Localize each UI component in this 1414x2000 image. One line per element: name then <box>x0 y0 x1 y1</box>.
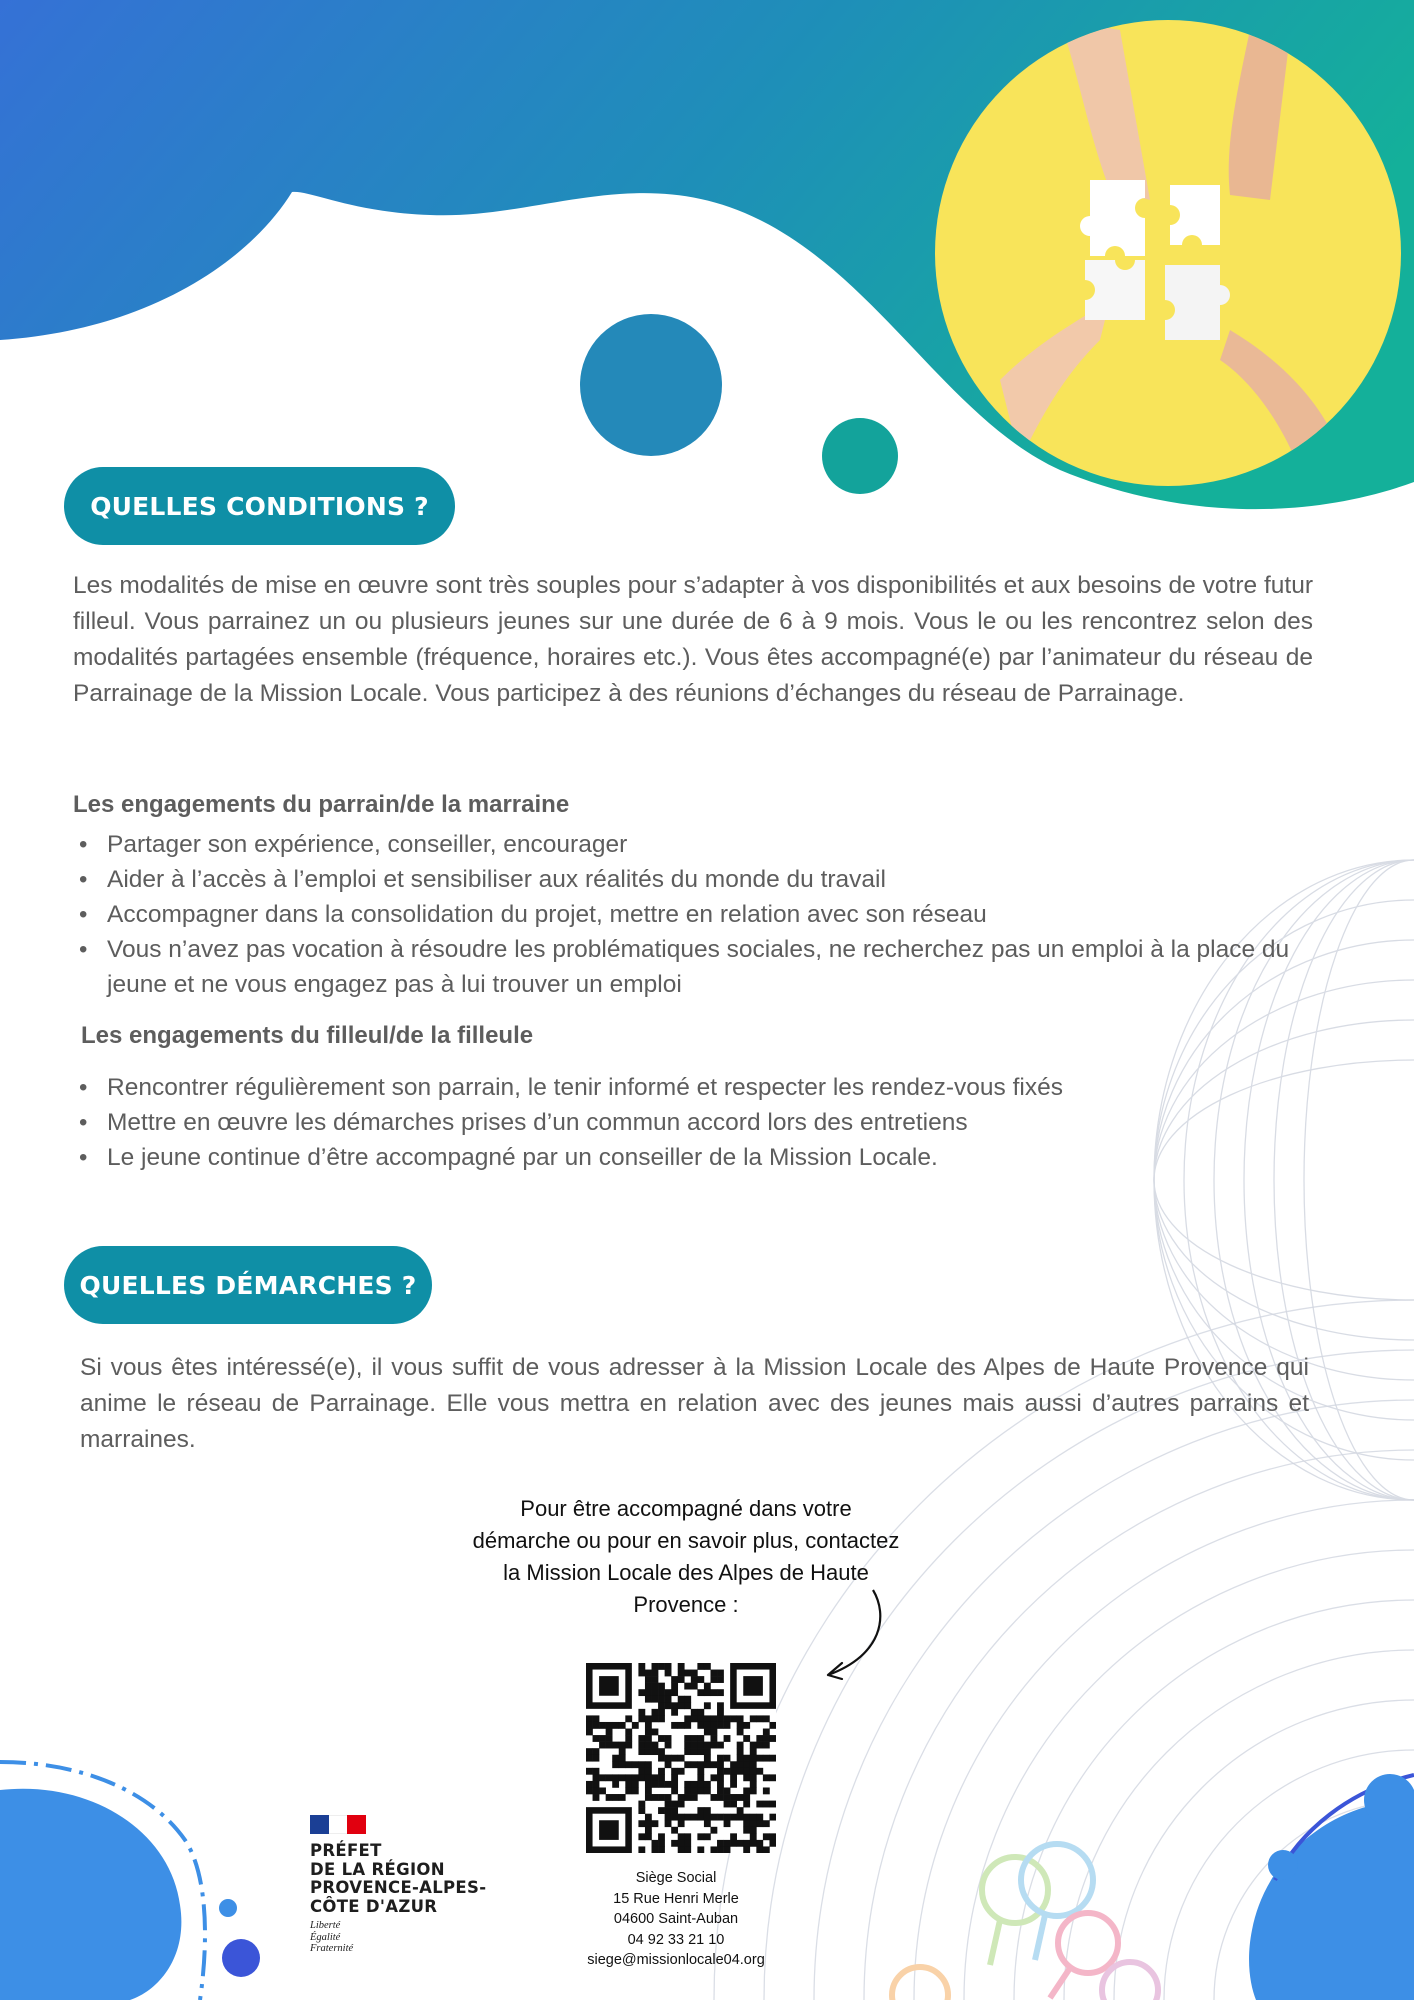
prefet-logo-motto: Liberté Égalité Fraternité <box>310 1920 354 1954</box>
parrain-engagements-title: Les engagements du parrain/de la marraine <box>73 791 570 818</box>
phone-number[interactable]: 04 92 33 21 10 <box>627 1931 725 1948</box>
parrain-engagements-list <box>73 827 1313 1002</box>
bottom-left-decoration <box>0 1762 260 2000</box>
address-line-2: 04600 Saint-Auban <box>613 1911 739 1927</box>
list-item: • Aider à l’accès à l’emploi et sensibiliser aux réalités du monde du travail <box>79 866 886 893</box>
filleul-engagements-title: Les engagements du filleul/de la filleule <box>81 1022 534 1049</box>
pastel-rings <box>982 1844 1093 1923</box>
pastel-rings-3 <box>892 1913 1158 2000</box>
list-item-text: Aider à l’accès à l’emploi et sensibiliser aux réalités du monde du travail <box>107 866 886 893</box>
bottom-right-decoration <box>1249 1774 1414 2000</box>
list-item: • Accompagner dans la consolidation du projet, mettre en relation avec son réseau <box>79 901 987 928</box>
list-item: • Partager son expérience, conseiller, encourager <box>79 831 628 858</box>
address-line-1: 15 Rue Henri Merle <box>613 1890 739 1907</box>
demarches-paragraph: Si vous êtes intéressé(e), il vous suffit de vous adresser à la Mission Locale des Alpes de Haute Provence qui anime le réseau de Parrainage. Elle vous mettra en relation avec des jeunes mais aussi d’autres parrains et marraines. <box>80 1354 1309 1453</box>
list-item-text: Accompagner dans la consolidation du projet, mettre en relation avec son réseau <box>107 901 987 928</box>
list-item-text: Partager son expérience, conseiller, encourager <box>107 831 628 858</box>
siege-title: Siège Social <box>635 1870 717 1886</box>
marianne-flag-icon <box>310 1815 366 1834</box>
section-title-demarches: QUELLES DÉMARCHES ? <box>64 1246 432 1324</box>
list-item: • Mettre en œuvre les démarches prises d’un commun accord lors des entretiens <box>79 1109 968 1136</box>
list-item-text: Vous n’avez pas vocation à résoudre les problématiques sociales, ne recherchez pas un emploi à la place du jeune et ne vous engagez pas à lui trouver un emploi <box>107 936 1290 998</box>
list-item: • Le jeune continue d’être accompagné par un conseiller de la Mission Locale. <box>79 1144 938 1171</box>
list-item-text: Le jeune continue d’être accompagné par un conseiller de la Mission Locale. <box>107 1144 938 1171</box>
prefet-region-logo <box>310 1815 510 1955</box>
header-circle-large <box>580 314 722 456</box>
qr-code-icon[interactable] <box>586 1663 776 1853</box>
curved-arrow-icon <box>818 1585 898 1680</box>
list-item-text: Rencontrer régulièrement son parrain, le tenir informé et respecter les rendez-vous fixés <box>107 1074 1063 1101</box>
filleul-engagements-list <box>73 1070 1313 1175</box>
header-circle-small <box>822 418 898 494</box>
contact-intro: Pour être accompagné dans votre démarche ou pour en savoir plus, contactez la Mission Locale des Alpes de Haute Provence : <box>472 1496 900 1617</box>
list-item: • Vous n’avez pas vocation à résoudre les problématiques sociales, ne recherchez pas un emploi à la place du jeune et ne vous engagez pas à lui trouver un emploi <box>79 936 1290 998</box>
list-item: • Rencontrer régulièrement son parrain, le tenir informé et respecter les rendez-vous fixés <box>79 1074 1063 1101</box>
prefet-logo-name: PRÉFET DE LA RÉGION PROVENCE-ALPES- CÔTE D'AZUR <box>310 1841 487 1916</box>
email-address[interactable]: siege@missionlocale04.org <box>587 1952 765 1968</box>
conditions-paragraph: Les modalités de mise en œuvre sont très souples pour s’adapter à vos disponibilités et aux besoins de votre futur filleul. Vous parrainez un ou plusieurs jeunes sur une durée de 6 à 9 mois. Vous le ou les rencontrez selon des modalités partagées ensemble (fréquence, horaires etc.). Vous êtes accompagné(e) par l’animateur du réseau de Parrainage de la Mission Locale. Vous participez à des réunions d’échanges du réseau de Parrainage. <box>73 572 1313 707</box>
section-title-conditions: QUELLES CONDITIONS ? <box>64 467 455 545</box>
siege-social-address <box>560 1868 792 1971</box>
list-item-text: Mettre en œuvre les démarches prises d’un commun accord lors des entretiens <box>107 1109 968 1136</box>
